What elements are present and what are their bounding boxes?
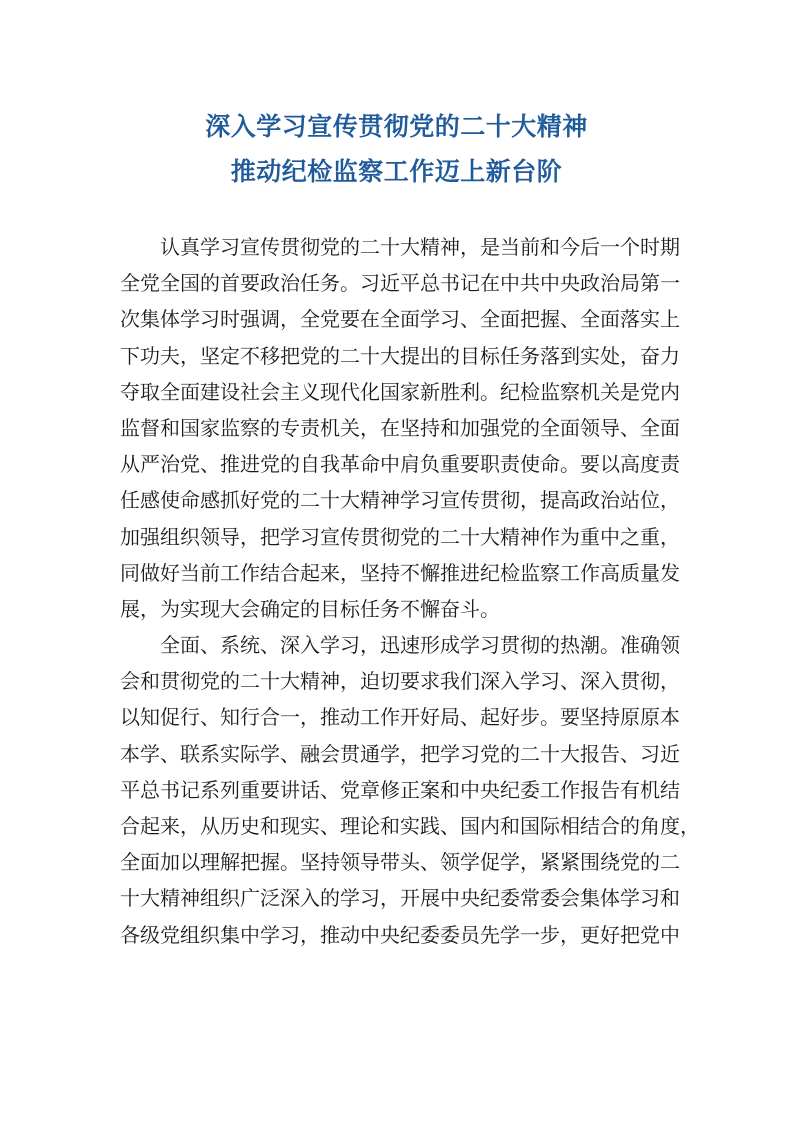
text-line: 下功夫，坚定不移把党的二十大提出的目标任务落到实处，奋力 <box>120 343 680 368</box>
text-line: 加强组织领导，把学习宣传贯彻党的二十大精神作为重中之重， <box>120 524 680 549</box>
text-line: 十大精神组织广泛深入的学习，开展中央纪委常委会集体学习和 <box>120 886 680 911</box>
title-line-2: 推动纪检监察工作迈上新台阶 <box>230 157 563 186</box>
text-line: 全党全国的首要政治任务。习近平总书记在中共中央政治局第一 <box>120 271 680 296</box>
text-line: 各级党组织集中学习，推动中央纪委委员先学一步，更好把党中 <box>120 922 680 947</box>
text-line: 认真学习宣传贯彻党的二十大精神，是当前和今后一个时期 <box>160 235 680 259</box>
paragraph-1 <box>120 229 680 627</box>
text-line: 任感使命感抓好党的二十大精神学习宣传贯彻，提高政治站位， <box>120 488 680 513</box>
paragraph-2 <box>120 627 700 953</box>
text-line: 同做好当前工作结合起来，坚持不懈推进纪检监察工作高质量发 <box>120 560 680 585</box>
text-line: 全面、系统、深入学习，迅速形成学习贯彻的热潮。准确领 <box>160 633 680 658</box>
title-line-1: 深入学习宣传贯彻党的二十大精神 <box>205 112 588 141</box>
text-line: 本学、联系实际学、融会贯通学，把学习党的二十大报告、习近 <box>120 741 680 766</box>
text-line: 平总书记系列重要讲话、党章修正案和中央纪委工作报告有机结 <box>120 777 680 802</box>
document-body <box>120 229 700 953</box>
text-line: 监督和国家监察的专责机关，在坚持和加强党的全面领导、全面 <box>120 415 680 440</box>
text-line: 次集体学习时强调，全党要在全面学习、全面把握、全面落实上 <box>120 307 680 332</box>
text-line: 夺取全面建设社会主义现代化国家新胜利。纪检监察机关是党内 <box>120 379 680 404</box>
document-title <box>0 104 793 194</box>
text-line: 合起来，从历史和现实、理论和实践、国内和国际相结合的角度， <box>120 814 700 838</box>
text-line: 以知促行、知行合一，推动工作开好局、起好步。要坚持原原本 <box>120 705 680 730</box>
text-line: 展，为实现大会确定的目标任务不懈奋斗。 <box>120 596 500 621</box>
text-line: 全面加以理解把握。坚持领导带头、领学促学，紧紧围绕党的二 <box>120 850 680 875</box>
text-line: 从严治党、推进党的自我革命中肩负重要职责使命。要以高度责 <box>120 452 680 477</box>
text-line: 会和贯彻党的二十大精神，迫切要求我们深入学习、深入贯彻， <box>120 669 680 694</box>
